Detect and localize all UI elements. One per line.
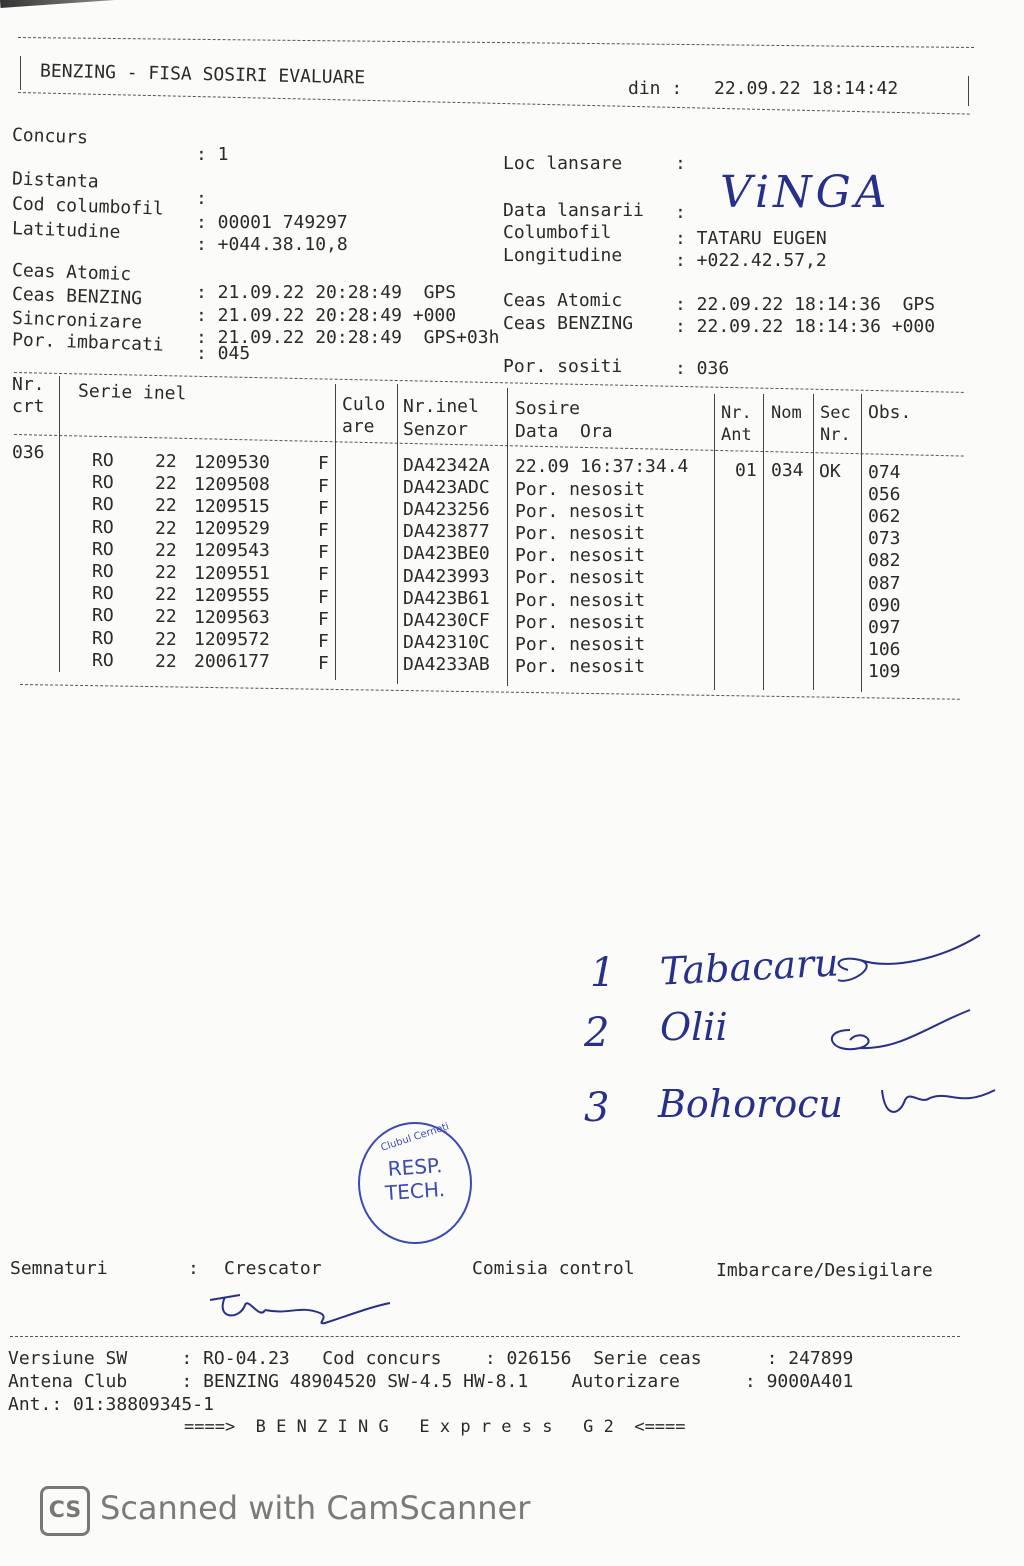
cell-senzor: DA423877 xyxy=(403,521,490,543)
camscanner-logo-icon: CS xyxy=(40,1486,90,1536)
cell-inel: 1209555 xyxy=(194,584,270,606)
cell-tara: RO xyxy=(92,561,114,583)
stamp-ring-text: Clubul Cerneți xyxy=(379,1121,451,1154)
value-cod-columbofil: : 00001 749297 xyxy=(196,212,348,233)
cell-senzor: DA423256 xyxy=(403,499,490,521)
cell-ant: 01 xyxy=(735,459,757,481)
cell-sosire: Por. nesosit xyxy=(515,589,646,611)
cell-obs: 106 xyxy=(868,639,901,661)
signature-crescator-label: Crescator xyxy=(224,1258,322,1279)
cell-an: 22 xyxy=(155,450,177,472)
footer-banner: ====> B E N Z I N G E x p r e s s G 2 <==== xyxy=(184,1417,686,1437)
cell-sosire: Por. nesosit xyxy=(515,656,646,678)
cell-obs: 074 xyxy=(868,461,901,483)
cell-sex: F xyxy=(318,453,329,475)
header-top-rule xyxy=(18,37,974,48)
cell-tara: RO xyxy=(92,583,114,605)
value-por-imbarcati: : 045 xyxy=(196,343,251,364)
header-obs: Obs. xyxy=(868,402,912,423)
cell-tara: RO xyxy=(92,516,114,538)
col-sep-serie xyxy=(335,384,336,680)
cell-obs: 087 xyxy=(868,572,901,594)
cell-inel: 1209551 xyxy=(194,562,270,584)
label-sincronizare: Sincronizare xyxy=(11,307,143,334)
cell-sosire: Por. nesosit xyxy=(515,545,646,567)
handwritten-location: ViNGA xyxy=(720,167,891,218)
cell-obs: 062 xyxy=(868,506,901,528)
header-sosire-2: Data Ora xyxy=(515,421,613,442)
label-loc-lansare: Loc lansare xyxy=(503,153,623,174)
cell-an: 22 xyxy=(155,650,177,672)
value-por-sositi: : 036 xyxy=(675,358,730,379)
value-data-lansarii: : xyxy=(675,202,686,223)
col-sep-sec xyxy=(861,394,862,692)
value-ceas-atomic-start: : 21.09.22 20:28:49 GPS xyxy=(196,282,457,303)
header-sec-2: Nr. xyxy=(820,425,851,445)
col-sep-crt xyxy=(59,376,60,672)
label-por-sositi: Por. sositi xyxy=(503,356,623,377)
cell-inel: 2006177 xyxy=(194,651,270,673)
cell-tara: RO xyxy=(92,627,114,649)
value-ceas-benzing-start: : 21.09.22 20:28:49 +000 xyxy=(196,305,457,326)
value-distanta: : xyxy=(196,188,207,209)
cell-sex: F xyxy=(318,520,329,542)
cell-inel: 1209515 xyxy=(194,495,270,517)
cell-an: 22 xyxy=(155,473,177,495)
cell-sex: F xyxy=(318,542,329,564)
scan-edge-shadow xyxy=(0,0,260,8)
value-longitudine: : +022.42.57,2 xyxy=(675,250,827,271)
cell-senzor: DA42310C xyxy=(403,632,490,654)
value-concurs: : 1 xyxy=(196,144,229,165)
cell-senzor: DA423ADC xyxy=(403,476,490,498)
header-din-label: din : xyxy=(628,78,683,99)
label-distanta: Distanta xyxy=(11,168,100,193)
cell-inel: 1209529 xyxy=(194,518,270,540)
cell-sex: F xyxy=(318,608,329,630)
signature-scribbles xyxy=(820,930,1000,1130)
header-left-edge xyxy=(20,56,21,90)
label-ceas-atomic-arrival: Ceas Atomic xyxy=(503,290,623,311)
col-sep-nom xyxy=(813,394,814,690)
cell-inel: 1209530 xyxy=(194,451,270,473)
value-ceas-benzing-arrival: : 22.09.22 18:14:36 +000 xyxy=(675,316,936,337)
initials-scribble-2 xyxy=(832,1010,970,1049)
value-latitudine: : +044.38.10,8 xyxy=(196,234,348,255)
document-title: BENZING - FISA SOSIRI EVALUARE xyxy=(39,60,366,89)
header-nr-inel-2: Senzor xyxy=(403,419,469,440)
value-columbofil: : TATARU EUGEN xyxy=(675,228,827,249)
hand-item-3-name: Bohorocu xyxy=(658,1082,843,1126)
cell-obs: 097 xyxy=(868,617,901,639)
cell-tara: RO xyxy=(92,494,114,516)
footer-rule xyxy=(10,1336,960,1337)
cell-obs: 073 xyxy=(868,528,901,550)
cell-sex: F xyxy=(318,475,329,497)
header-nom: Nom xyxy=(771,403,802,423)
cell-an: 22 xyxy=(155,561,177,583)
camscanner-watermark-text: Scanned with CamScanner xyxy=(100,1489,531,1527)
label-concurs: Concurs xyxy=(11,124,89,149)
value-ceas-atomic-arrival: : 22.09.22 18:14:36 GPS xyxy=(675,294,936,315)
hand-item-1-name: Tabacaru xyxy=(658,940,840,994)
cell-sex: F xyxy=(318,497,329,519)
cell-sosire: Por. nesosit xyxy=(515,611,646,633)
cell-tara: RO xyxy=(92,649,114,671)
club-stamp xyxy=(358,1122,472,1244)
col-sep-senzor xyxy=(507,388,508,686)
header-nr-crt-1: Nr. xyxy=(12,374,45,395)
header-culoare-1: Culo xyxy=(342,394,386,415)
footer-line-3: Ant.: 01:38809345-1 xyxy=(8,1394,214,1415)
label-columbofil: Columbofil xyxy=(503,222,612,243)
hand-item-2-name: Olii xyxy=(660,1005,728,1049)
col-sep-sosire xyxy=(714,394,715,690)
label-latitudine: Latitudine xyxy=(11,218,121,243)
cell-senzor: DA423B61 xyxy=(403,587,490,609)
label-cod-columbofil: Cod columbofil xyxy=(11,193,165,220)
header-sec-1: Sec xyxy=(820,403,851,423)
value-loc-lansare: : xyxy=(675,153,686,174)
label-longitudine: Longitudine xyxy=(503,245,623,266)
cell-inel: 1209563 xyxy=(194,606,270,628)
cell-sosire: Por. nesosit xyxy=(515,567,646,589)
cell-senzor: DA4230CF xyxy=(403,610,490,632)
cell-sosire: 22.09 16:37:34.4 xyxy=(515,456,689,478)
cell-sosire: Por. nesosit xyxy=(515,478,646,500)
footer-line-2: Antena Club : BENZING 48904520 SW-4.5 HW-8.1 Autorizare : 9000A401 xyxy=(8,1371,854,1392)
cell-an: 22 xyxy=(155,517,177,539)
cell-sex: F xyxy=(318,653,329,675)
footer-line-1: Versiune SW : RO-04.23 Cod concurs : 026156 Serie ceas : 247899 xyxy=(8,1348,854,1369)
cell-sex: F xyxy=(318,564,329,586)
label-ceas-atomic-start: Ceas Atomic xyxy=(11,259,132,286)
cell-an: 22 xyxy=(155,606,177,628)
cell-obs: 109 xyxy=(868,661,901,683)
cell-senzor: DA4233AB xyxy=(403,654,490,676)
cell-inel: 1209572 xyxy=(194,629,270,651)
cell-obs: 082 xyxy=(868,550,901,572)
table-bottom-rule xyxy=(20,684,960,700)
cell-senzor: DA423993 xyxy=(403,565,490,587)
label-por-imbarcati: Por. imbarcati xyxy=(11,329,165,356)
header-right-edge xyxy=(968,76,969,106)
cell-nom: 034 xyxy=(771,460,804,482)
cell-inel: 1209508 xyxy=(194,473,270,495)
signatures-separator: : xyxy=(188,1258,199,1279)
col-sep-ant xyxy=(763,394,764,690)
crescator-signature-stroke xyxy=(210,1295,390,1323)
stamp-line-1: RESP. xyxy=(386,1153,444,1181)
col-sep-culoare xyxy=(397,384,398,684)
value-sincronizare: : 21.09.22 20:28:49 GPS+03h xyxy=(196,327,500,348)
header-nr-ant-2: Ant xyxy=(721,425,752,445)
cell-tara: RO xyxy=(92,605,114,627)
label-ceas-benzing-start: Ceas BENZING xyxy=(11,283,143,310)
cell-obs: 090 xyxy=(868,594,901,616)
nr-crt-value: 036 xyxy=(12,442,45,463)
signature-imbarcare-label: Imbarcare/Desigilare xyxy=(716,1260,933,1281)
header-sosire-1: Sosire xyxy=(515,398,581,419)
header-nr-ant-1: Nr. xyxy=(721,403,752,423)
cell-an: 22 xyxy=(155,584,177,606)
label-ceas-benzing-arrival: Ceas BENZING xyxy=(503,313,634,334)
cell-senzor: DA423BE0 xyxy=(403,543,490,565)
cell-tara: RO xyxy=(92,472,114,494)
cell-sosire: Por. nesosit xyxy=(515,633,646,655)
header-datetime: 22.09.22 18:14:42 xyxy=(714,78,899,99)
cell-sex: F xyxy=(318,586,329,608)
signature-comisia-label: Comisia control xyxy=(472,1258,635,1279)
label-data-lansarii: Data lansarii xyxy=(503,200,644,221)
signatures-label: Semnaturi xyxy=(10,1258,108,1279)
cell-an: 22 xyxy=(155,495,177,517)
crescator-signature xyxy=(200,1285,400,1335)
hand-item-3-nr: 3 xyxy=(584,1085,610,1131)
cell-inel: 1209543 xyxy=(194,540,270,562)
cell-senzor: DA42342A xyxy=(403,454,490,476)
header-culoare-2: are xyxy=(342,416,375,437)
hand-item-2-nr: 2 xyxy=(584,1010,610,1056)
cell-sosire: Por. nesosit xyxy=(515,522,646,544)
cell-tara: RO xyxy=(92,450,114,472)
cell-sec: OK xyxy=(819,460,841,482)
cell-tara: RO xyxy=(92,538,114,560)
cell-sosire: Por. nesosit xyxy=(515,500,646,522)
header-nr-inel-1: Nr.inel xyxy=(403,396,479,417)
stamp-line-2: TECH. xyxy=(384,1176,446,1206)
initials-scribble-3 xyxy=(882,1090,995,1112)
cell-obs: 056 xyxy=(868,483,901,505)
initials-scribble-1 xyxy=(838,935,980,981)
cell-sex: F xyxy=(318,631,329,653)
hand-item-1-nr: 1 xyxy=(590,950,616,996)
header-serie-inel: Serie inel xyxy=(77,380,187,405)
cell-an: 22 xyxy=(155,628,177,650)
header-nr-crt-2: crt xyxy=(12,396,45,417)
cell-an: 22 xyxy=(155,539,177,561)
